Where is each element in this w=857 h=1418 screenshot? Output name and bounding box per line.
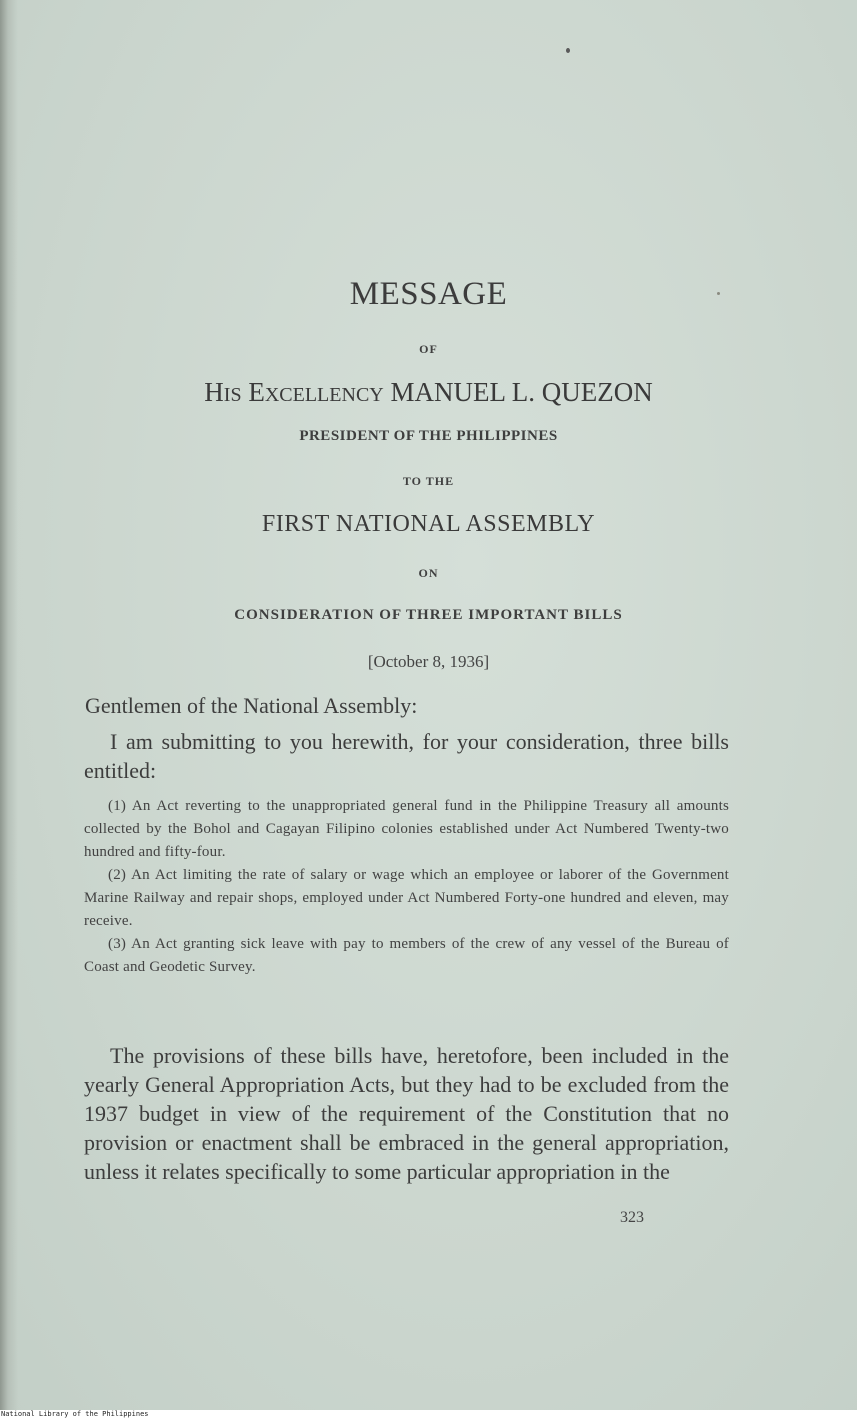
addressee-line: HIS EXCELLENCY MANUEL L. QUEZON [204,377,653,407]
binding-shadow [0,0,18,1410]
body-paragraph: The provisions of these bills have, heretofore, been included in the yearly General Appropriation Acts, but they had to be excluded from the 1937 budget in view of the requirement of the Constitution that no provision or enactment shall be embraced in the general appropriation, unless it relates specifically to some particular appropriation in the [84,1043,729,1184]
bill-item: (1) An Act reverting to the unappropriated general fund in the Philippine Treasury all amounts collected by the Bohol and Cagayan Filipino colonies established under Act Numbered Twenty-two hundred and fifty-four. [84,798,729,860]
on-label: ON [418,566,439,580]
message-date: [October 8, 1936] [367,652,490,671]
page-number: 323 [620,1209,644,1226]
page-title: MESSAGE [349,276,508,312]
source-credit: National Library of the Philippines [1,1410,149,1418]
bill-list [84,795,729,979]
to-the-label: TO THE [402,474,455,488]
salutation: Gentlemen of the National Assembly: [85,693,418,718]
president-name: MANUEL L. QUEZON [390,377,653,407]
bill-item: (3) An Act granting sick leave with pay to members of the crew of any vessel of the Bureau of Coast and Geodetic Survey. [84,936,729,975]
intro-paragraph: I am submitting to you herewith, for your consideration, three bills entitled: [84,729,729,783]
subject-heading: CONSIDERATION OF THREE IMPORTANT BILLS [234,607,623,623]
of-label: OF [419,342,438,356]
bill-item: (2) An Act limiting the rate of salary or wage which an employee or laborer of the Government Marine Railway and repair shops, employed under Act Numbered Forty-one hundred and eleven, may receive. [84,867,729,929]
president-title: PRESIDENT OF THE PHILIPPINES [299,428,558,444]
recipient-heading: FIRST NATIONAL ASSEMBLY [261,511,596,537]
paper-speck [566,48,570,53]
